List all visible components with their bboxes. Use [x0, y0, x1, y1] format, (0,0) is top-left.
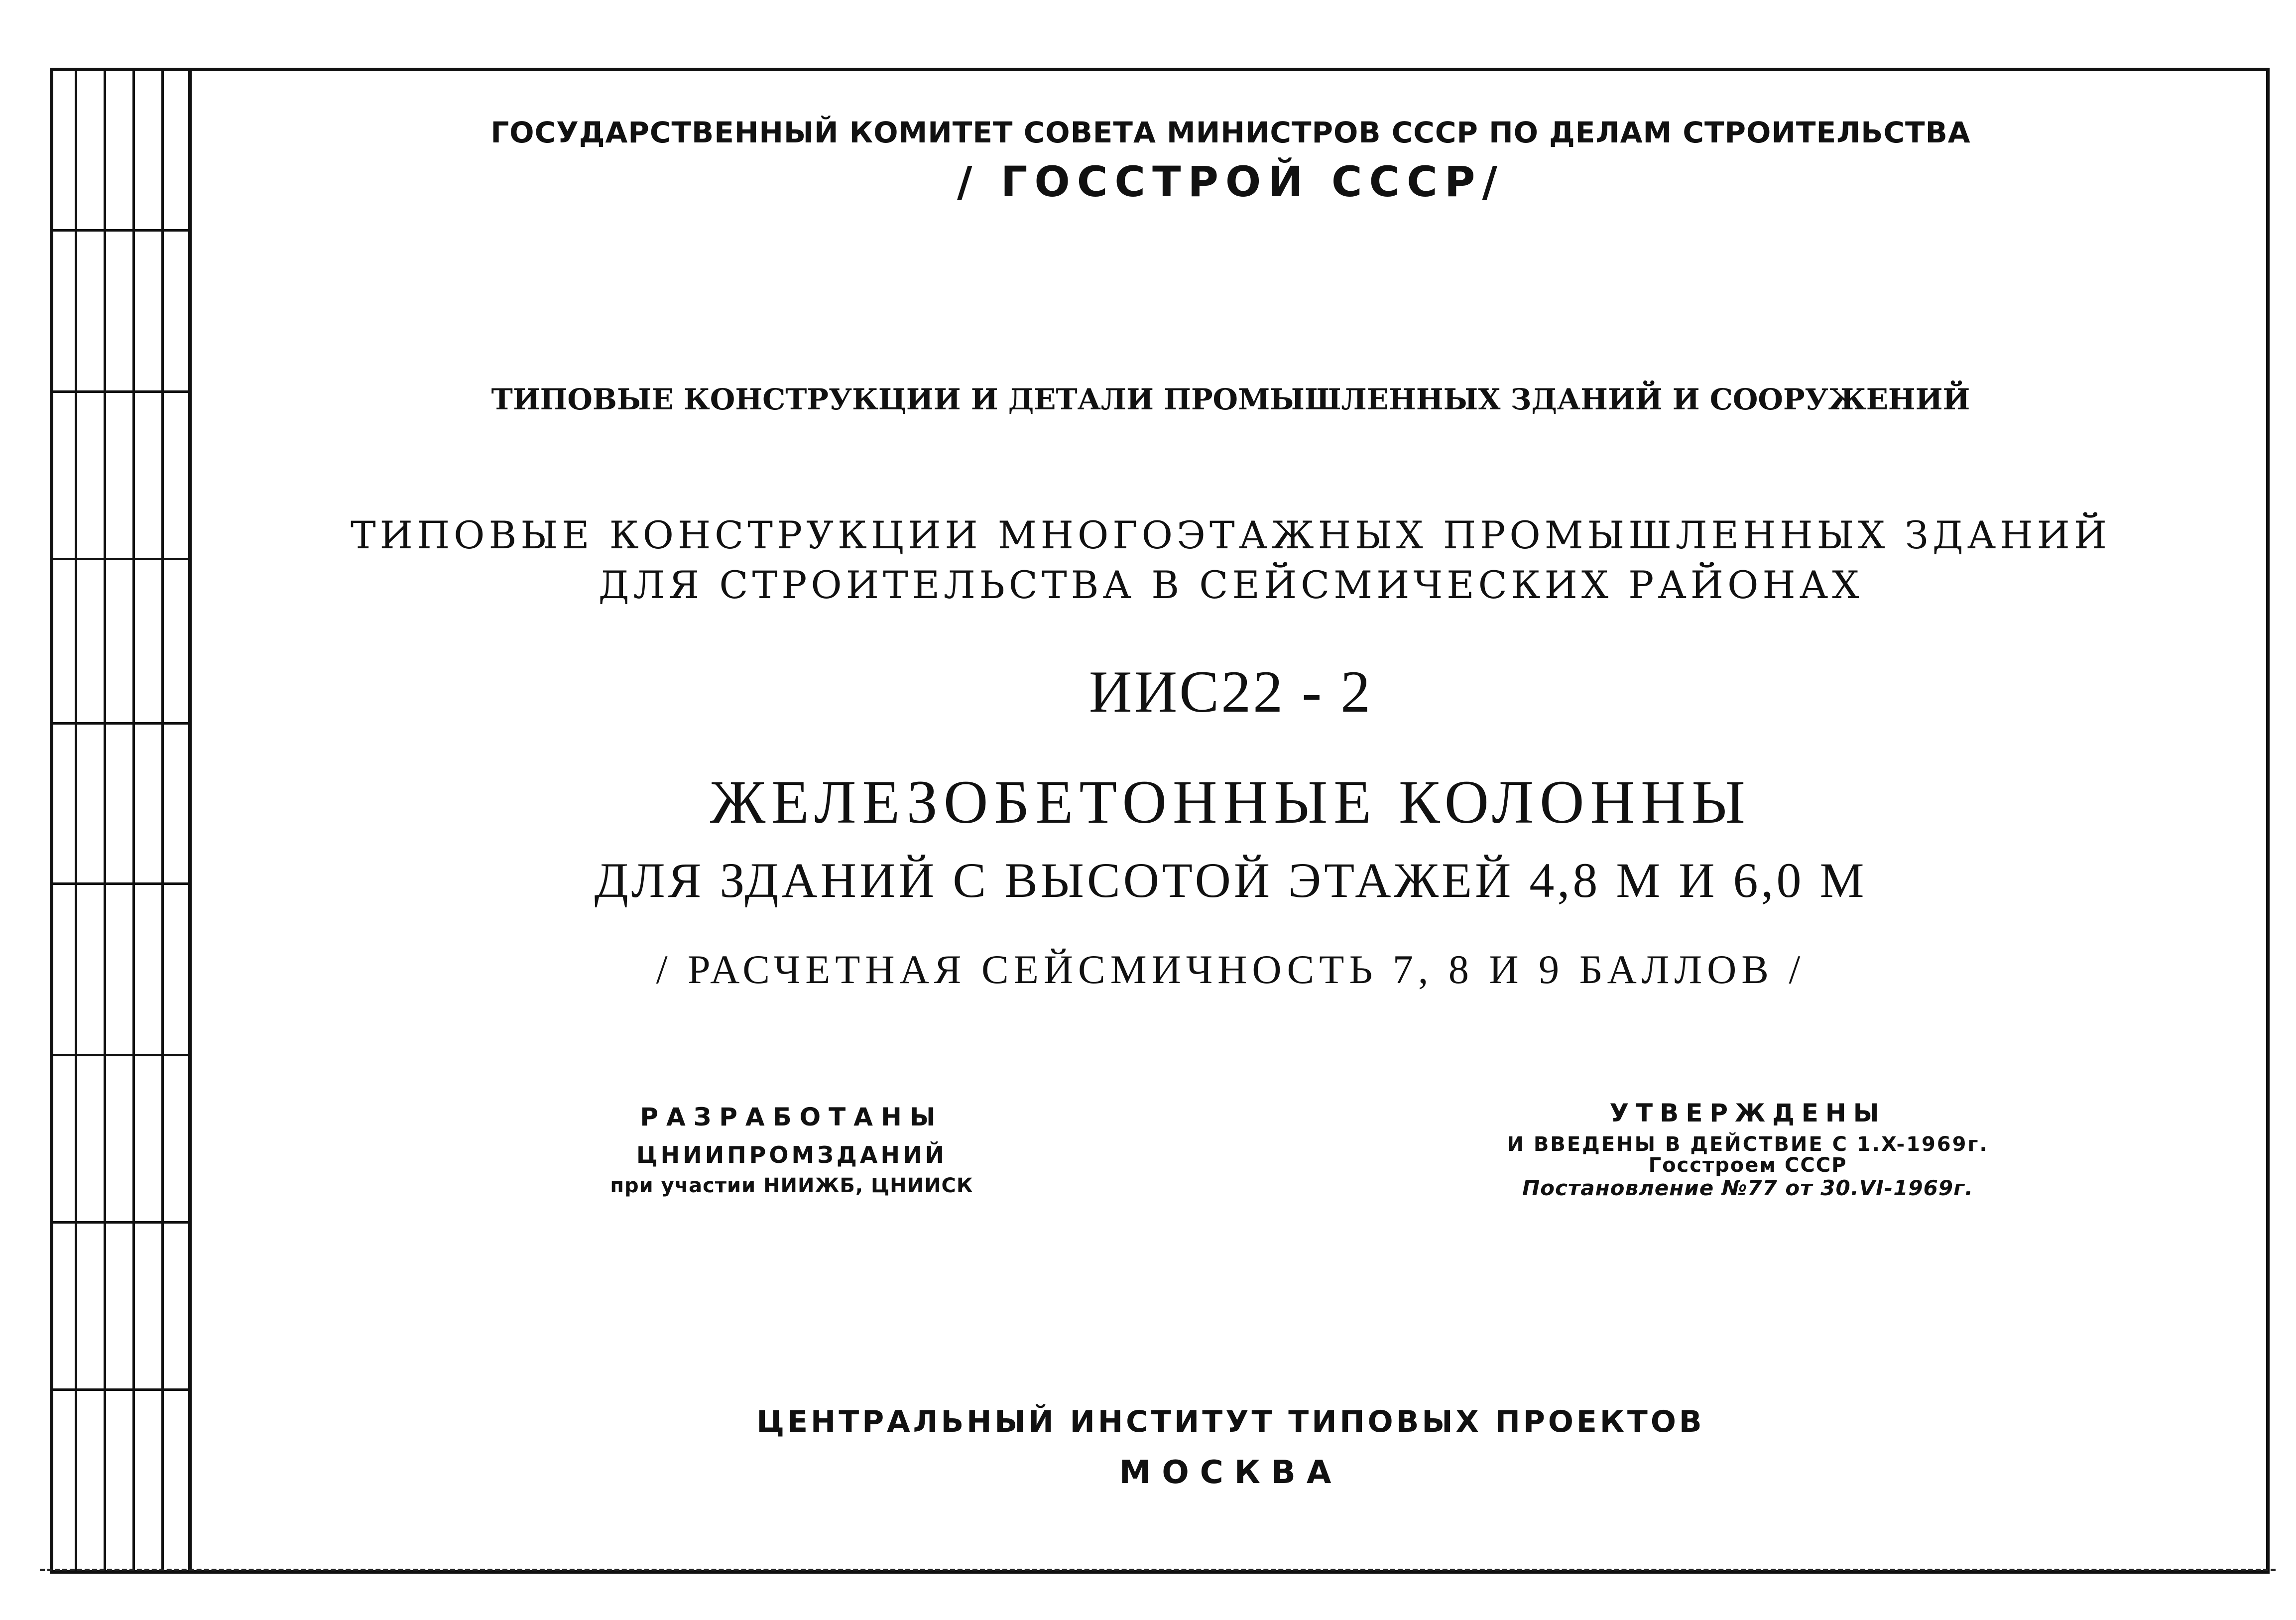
developed-by-block [563, 1096, 1021, 1200]
series-code: ИИС22 - 2 [1088, 658, 1373, 725]
stamp-row-line [50, 1221, 188, 1224]
subtitle: ДЛЯ ЗДАНИЙ С ВЫСОТОЙ ЭТАЖЕЙ 4,8 М И 6,0 М [594, 853, 1867, 908]
series-title: ТИПОВЫЕ КОНСТРУКЦИИ И ДЕТАЛИ ПРОМЫШЛЕННЫХ ЗДАНИЙ И СООРУЖЕНИЙ [491, 382, 1970, 416]
bottom-rule [40, 1569, 2276, 1573]
committee-abbreviation: / ГОССТРОЙ СССР/ [957, 157, 1505, 206]
stamp-row-line [50, 390, 188, 393]
approval-authority: Госстроем СССР [1648, 1154, 1847, 1177]
stamp-column-line [75, 68, 77, 1574]
stamp-column-line [132, 68, 135, 1574]
stamp-row-line [50, 1388, 188, 1391]
stamp-row-line [50, 722, 188, 725]
committee-name: ГОСУДАРСТВЕННЫЙ КОМИТЕТ СОВЕТА МИНИСТРОВ СССР ПО ДЕЛАМ СТРОИТЕЛЬСТВА [490, 116, 1971, 149]
publisher-institute: ЦЕНТРАЛЬНЫЙ ИНСТИТУТ ТИПОВЫХ ПРОЕКТОВ [756, 1404, 1705, 1439]
stamp-row-line [50, 229, 188, 232]
approved-by-block [1424, 1093, 2071, 1202]
developer-participants: при участии НИИЖБ, ЦНИИСК [610, 1174, 973, 1197]
stamp-row-line [50, 1054, 188, 1056]
approval-effective-date: И ВВЕДЕНЫ В ДЕЙСТВИЕ С 1.X-1969г. [1507, 1133, 1989, 1156]
subject-line-2: ДЛЯ СТРОИТЕЛЬСТВА В СЕЙСМИЧЕСКИХ РАЙОНАХ [598, 563, 1863, 607]
approved-heading: УТВЕРЖДЕНЫ [1609, 1099, 1886, 1127]
main-title: ЖЕЛЕЗОБЕТОННЫЕ КОЛОННЫ [710, 768, 1751, 836]
stamp-row-line [50, 558, 188, 560]
developed-heading: РАЗРАБОТАНЫ [640, 1103, 944, 1131]
developer-org: ЦНИИПРОМЗДАНИЙ [636, 1141, 947, 1168]
publisher-city: МОСКВА [1119, 1454, 1342, 1491]
stamp-column-line [161, 68, 164, 1574]
binding-stamp-strip [50, 68, 192, 1574]
stamp-column-line [104, 68, 106, 1574]
subject-line-1: ТИПОВЫЕ КОНСТРУКЦИИ МНОГОЭТАЖНЫХ ПРОМЫШЛЕННЫХ ЗДАНИЙ [350, 513, 2111, 557]
seismic-rating: / РАСЧЕТНАЯ СЕЙСМИЧНОСТЬ 7, 8 И 9 БАЛЛОВ / [656, 947, 1806, 992]
approval-decree: Постановление №77 от 30.VI-1969г. [1522, 1176, 1974, 1200]
stamp-row-line [50, 882, 188, 885]
